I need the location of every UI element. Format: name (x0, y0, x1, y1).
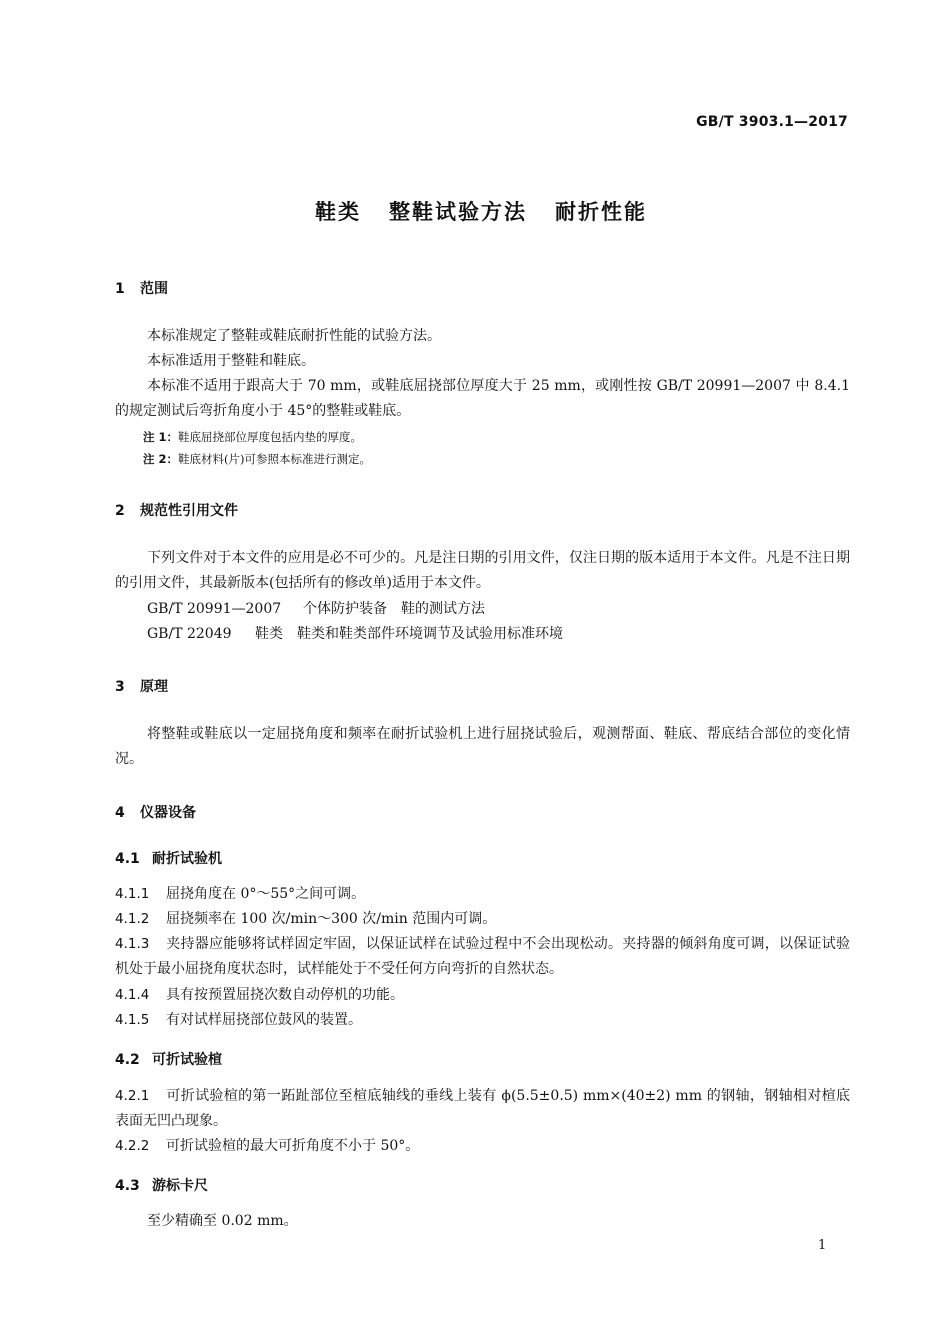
clause-number: 4.1.2 (115, 911, 150, 927)
reference-title: 个体防护装备 鞋的测试方法 (303, 601, 485, 617)
clause-number: 4.1.5 (115, 1012, 150, 1028)
clause-text: 屈挠角度在 0°～55°之间可调。 (166, 886, 366, 902)
clause-4-2-2 (115, 1134, 419, 1159)
subsection-4-1-heading (115, 848, 222, 868)
clause-4-2-1 (115, 1084, 850, 1134)
section-title: 规范性引用文件 (140, 503, 238, 519)
section-number: 2 (115, 503, 125, 519)
title-part-3: 耐折性能 (555, 200, 647, 224)
section-title: 范围 (140, 281, 168, 297)
reference-title: 鞋类 鞋类和鞋类部件环境调节及试验用标准环境 (255, 626, 563, 642)
clause-4-1-3 (115, 932, 850, 982)
document-title (0, 196, 950, 226)
note-text: 鞋底屈挠部位厚度包括内垫的厚度。 (178, 430, 363, 444)
subsection-title: 可折试验楦 (152, 1052, 222, 1068)
s1-paragraph-1: 本标准规定了整鞋或鞋底耐折性能的试验方法。 (147, 328, 441, 344)
s3-paragraph: 将整鞋或鞋底以一定屈挠角度和频率在耐折试验机上进行屈挠试验后，观测帮面、鞋底、帮底结合部位的变化情况。 (115, 726, 850, 767)
section-1-heading (115, 278, 168, 298)
subsection-title: 耐折试验机 (152, 851, 222, 867)
section-number: 1 (115, 281, 125, 297)
section-4-heading (115, 802, 196, 822)
section-3-heading (115, 676, 168, 696)
s4-3-paragraph: 至少精确至 0.02 mm。 (147, 1213, 298, 1229)
clause-4-1-1 (115, 882, 365, 907)
clause-4-1-5 (115, 1008, 362, 1033)
clause-number: 4.1.4 (115, 987, 150, 1003)
reference-1 (147, 597, 485, 622)
clause-number: 4.2.1 (115, 1088, 150, 1104)
note-label: 注 1： (143, 430, 179, 444)
subsection-4-2-heading (115, 1049, 222, 1069)
standard-number: GB/T 3903.1—2017 (696, 114, 848, 130)
clause-4-1-2 (115, 907, 496, 932)
reference-2 (147, 622, 563, 647)
note-1 (143, 429, 362, 445)
clause-number: 4.1.1 (115, 886, 150, 902)
clause-number: 4.1.3 (115, 936, 150, 952)
reference-code: GB/T 20991—2007 (147, 601, 282, 617)
s1-paragraph-3: 本标准不适用于跟高大于 70 mm，或鞋底屈挠部位厚度大于 25 mm，或刚性按 GB/T 20991—2007 中 8.4.1 的规定测试后弯折角度小于 45°的整鞋或鞋底。 (115, 378, 850, 419)
clause-text: 屈挠频率在 100 次/min～300 次/min 范围内可调。 (166, 911, 497, 927)
clause-text: 可折试验楦的第一跖趾部位至楦底轴线的垂线上装有 ϕ(5.5±0.5) mm×(40±2) mm 的钢轴，钢轴相对楦底表面无凹凸现象。 (115, 1088, 850, 1129)
section-title: 原理 (140, 679, 168, 695)
subsection-number: 4.1 (115, 851, 140, 867)
page-number: 1 (818, 1238, 827, 1253)
subsection-4-3-heading (115, 1175, 208, 1195)
s1-paragraph-2: 本标准适用于整鞋和鞋底。 (147, 353, 315, 369)
section-number: 4 (115, 805, 125, 821)
subsection-number: 4.3 (115, 1178, 140, 1194)
note-2 (143, 451, 371, 467)
title-part-2: 整鞋试验方法 (389, 200, 527, 224)
subsection-number: 4.2 (115, 1052, 140, 1068)
note-label: 注 2： (143, 452, 179, 466)
note-text: 鞋底材料(片)可参照本标准进行测定。 (178, 452, 371, 466)
s2-paragraph: 下列文件对于本文件的应用是必不可少的。凡是注日期的引用文件，仅注日期的版本适用于本文件。凡是不注日期的引用文件，其最新版本(包括所有的修改单)适用于本文件。 (115, 550, 850, 591)
reference-code: GB/T 22049 (147, 626, 232, 642)
section-title: 仪器设备 (140, 805, 196, 821)
section-number: 3 (115, 679, 125, 695)
clause-text: 有对试样屈挠部位鼓风的装置。 (166, 1012, 362, 1028)
section-2-heading (115, 500, 238, 520)
clause-text: 具有按预置屈挠次数自动停机的功能。 (166, 987, 404, 1003)
subsection-title: 游标卡尺 (152, 1178, 208, 1194)
clause-text: 夹持器应能够将试样固定牢固，以保证试样在试验过程中不会出现松动。夹持器的倾斜角度可调，以保证试验机处于最小屈挠角度状态时，试样能处于不受任何方向弯折的自然状态。 (115, 936, 850, 977)
clause-number: 4.2.2 (115, 1138, 150, 1154)
clause-text: 可折试验楦的最大可折角度不小于 50°。 (166, 1138, 420, 1154)
clause-4-1-4 (115, 983, 404, 1008)
title-part-1: 鞋类 (315, 200, 361, 224)
